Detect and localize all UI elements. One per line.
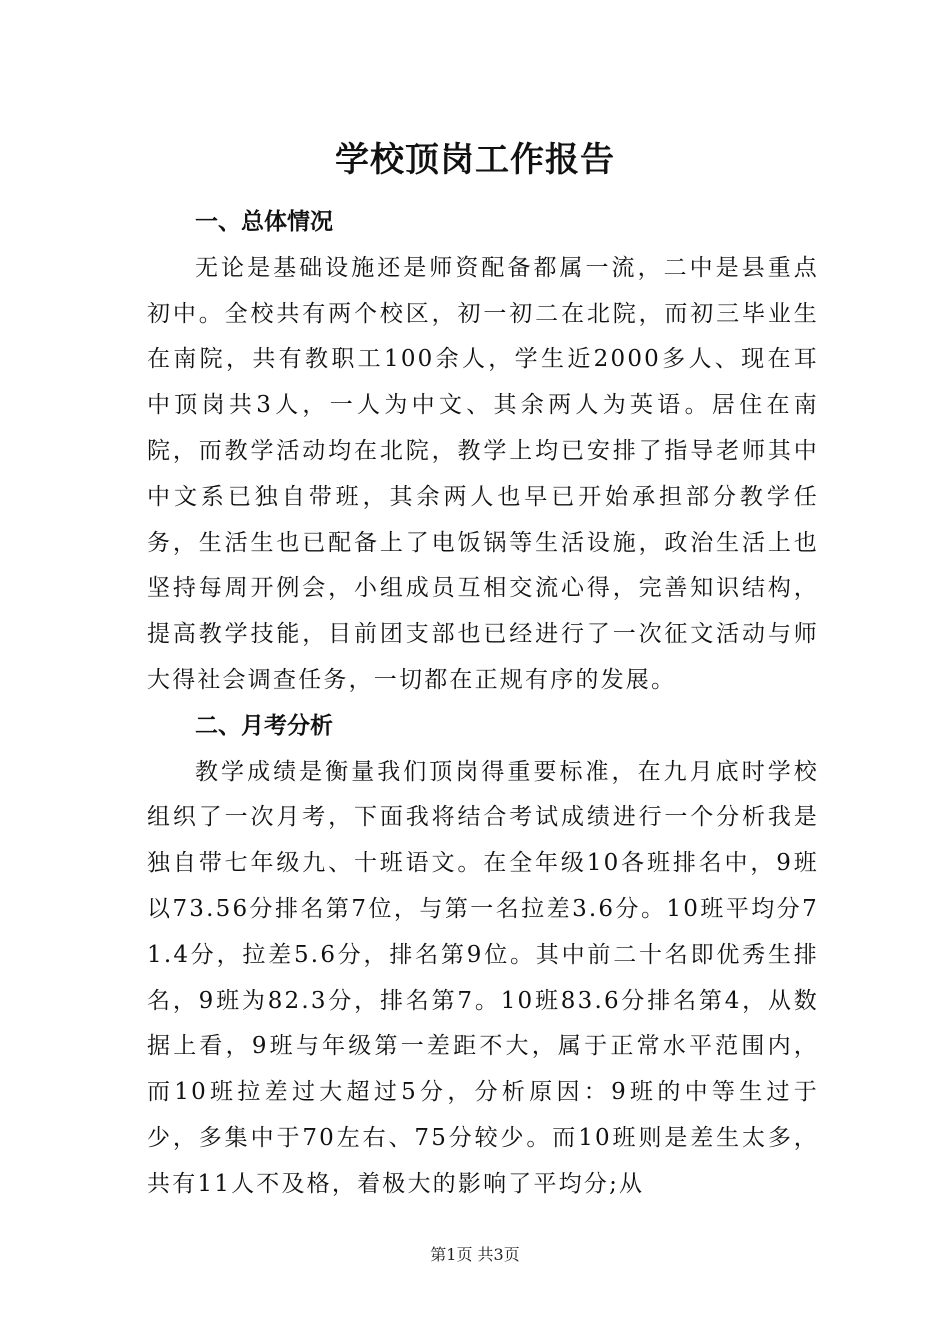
page-footer: 第1页 共3页 [430,1245,520,1264]
section-paragraph-overview: 无论是基础设施还是师资配备都属一流，二中是县重点初中。全校共有两个校区，初一初二在北院，而初三毕业生在南院，共有教职工100余人，学生近2000多人、现在耳中顶岗共3人，一人为中文、其余两人为英语。居住在南院，而教学活动均在北院，教学上均已安排了指导老师其中中文系已独自带班，其余两人也早已开始承担部分教学任务，生活生也已配备上了电饭锅等生活设施，政治生活上也坚持每周开例会，小组成员互相交流心得，完善知识结构，提高教学技能，目前团支部也已经进行了一次征文活动与师大得社会调查任务，一切都在正规有序的发展。 [147,254,819,693]
section-paragraph-exam-analysis: 教学成绩是衡量我们顶岗得重要标准，在九月底时学校组织了一次月考，下面我将结合考试成绩进行一个分析我是独自带七年级九、十班语文。在全年级10各班排名中，9班以73.56分排名第7位，与第一名拉差3.6分。10班平均分71.4分，拉差5.6分，排名第9位。其中前二十名即优秀生排名，9班为82.3分，排名第7。10班83.6分排名第4，从数据上看，9班与年级第一差距不大，属于正常水平范围内，而10班拉差过大超过5分，分析原因：9班的中等生过于少，多集中于70左右、75分较少。而10班则是差生太多，共有11人不及格，着极大的影响了平均分;从 [147,758,819,1197]
document-title: 学校顶岗工作报告 [335,140,615,180]
document-body [147,200,819,1208]
section-heading-exam-analysis: 二、月考分析 [195,712,333,739]
section-heading-overview: 一、总体情况 [195,209,333,235]
